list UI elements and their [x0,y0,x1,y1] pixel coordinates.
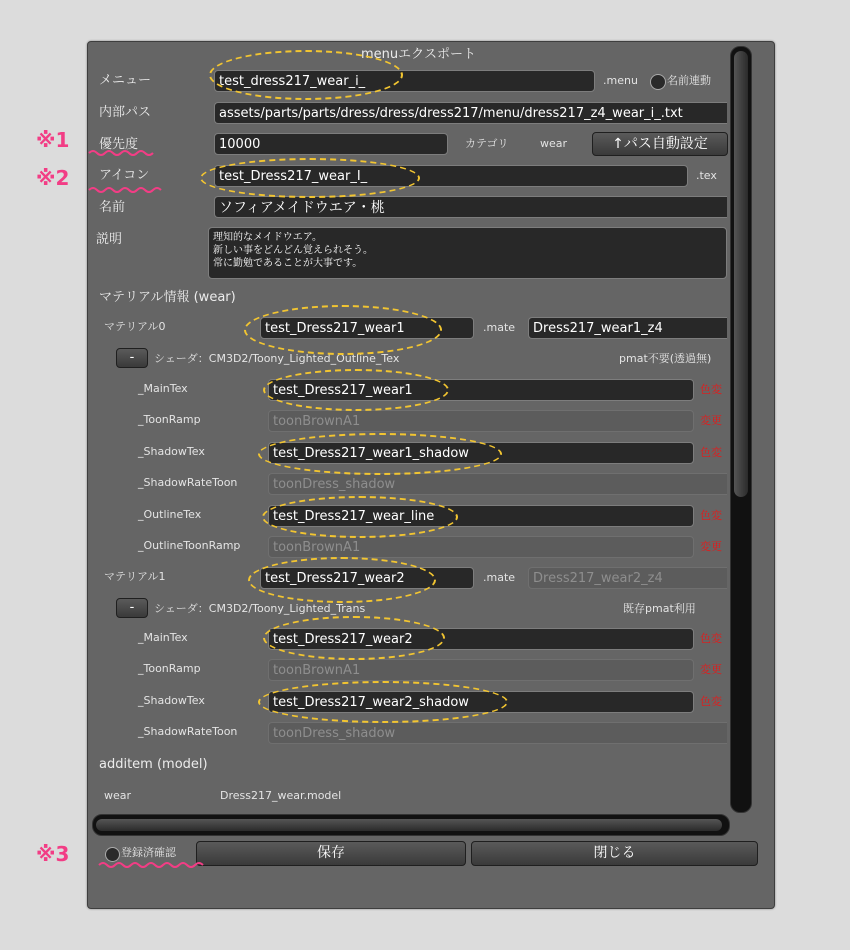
name-link-label: 名前連動 [667,74,711,87]
additem-heading: additem (model) [99,757,208,772]
material0-prop-label: _MainTex [138,382,188,395]
material1-shadowtex-input[interactable]: test_Dress217_wear2_shadow [268,691,694,713]
description-label: 説明 [96,232,123,247]
vertical-scrollbar[interactable] [730,46,752,813]
additem-slot: wear [104,789,132,802]
internal-path-label: 内部パス [99,105,152,120]
icon-texture-input[interactable]: test_Dress217_wear_I_ [214,165,688,187]
material0-maintex-input[interactable]: test_Dress217_wear1 [268,379,694,401]
material0-prop-label: _ShadowRateToon [138,476,238,489]
material0-shader: シェーダ：CM3D2/Toony_Lighted_Outline_Tex [154,352,400,365]
name-label: 名前 [99,200,126,215]
material1-maintex-action[interactable]: 色変 [700,632,722,645]
material1-toonramp-input[interactable]: toonBrownA1 [268,659,694,681]
icon-suffix: .tex [696,169,717,182]
material0-outlinetoonramp-action[interactable]: 変更 [700,540,722,553]
material0-outlinetex-action[interactable]: 色変 [700,509,722,522]
priority-label: 優先度 [99,137,139,152]
material0-mate-suffix: .mate [483,321,516,334]
material0-name-input[interactable]: test_Dress217_wear1 [260,317,474,339]
material0-outlinetex-input[interactable]: test_Dress217_wear_line [268,505,694,527]
vertical-scrollbar-thumb[interactable] [734,51,748,497]
material1-mate-suffix: .mate [483,571,516,584]
category-label: カテゴリ [465,137,509,150]
material1-pmat-note: 既存pmat利用 [623,602,696,615]
material1-maintex-input[interactable]: test_Dress217_wear2 [268,628,694,650]
internal-path-input[interactable]: assets/parts/parts/dress/dress/dress217/menu/dress217_z4_wear_i_.txt [214,102,727,124]
material0-shader-toggle[interactable]: - [116,348,148,368]
annotation-mark-2: ※2 [36,166,70,190]
material1-shadowratetoon-input[interactable]: toonDress_shadow [268,722,727,744]
material1-prop-label: _ToonRamp [138,662,201,675]
material0-shadowtex-action[interactable]: 色変 [700,446,722,459]
name-link-toggle[interactable] [650,74,666,90]
material1-shadowtex-action[interactable]: 色変 [700,695,722,708]
material-info-heading: マテリアル情報 (wear) [99,290,236,305]
material0-prop-label: _OutlineToonRamp [138,539,241,552]
material0-mate-input[interactable]: Dress217_wear1_z4 [528,317,727,339]
material1-toonramp-action[interactable]: 変更 [700,663,722,676]
description-textarea[interactable]: 理知的なメイドウエア。 新しい事をどんどん覚えられそう。 常に勤勉であることが大事です。 [208,227,727,279]
material1-shader-toggle[interactable]: - [116,598,148,618]
icon-label: アイコン [99,168,150,183]
material0-prop-label: _ShadowTex [138,445,205,458]
material1-prop-label: _MainTex [138,631,188,644]
save-button[interactable]: 保存 [196,841,466,866]
close-button[interactable]: 閉じる [471,841,758,866]
material1-shader: シェーダ：CM3D2/Toony_Lighted_Trans [154,602,366,615]
menu-suffix: .menu [603,74,638,87]
menu-export-window [87,41,775,909]
priority-input[interactable]: 10000 [214,133,448,155]
name-input[interactable]: ソフィアメイドウエア・桃 [214,196,727,218]
horizontal-scrollbar[interactable] [92,814,730,836]
menu-label: メニュー [99,73,152,88]
material0-toonramp-action[interactable]: 変更 [700,414,722,427]
material1-label: マテリアル1 [104,570,166,583]
material0-prop-label: _OutlineTex [138,508,202,521]
material1-prop-label: _ShadowRateToon [138,725,238,738]
material0-pmat-note: pmat不要(透過無) [619,352,712,365]
category-value: wear [540,137,568,150]
registered-check-label: 登録済確認 [121,846,176,859]
material0-prop-label: _ToonRamp [138,413,201,426]
material0-shadowtex-input[interactable]: test_Dress217_wear1_shadow [268,442,694,464]
annotation-underline-registered-check [98,860,204,870]
material0-outlinetoonramp-input[interactable]: toonBrownA1 [268,536,694,558]
material0-maintex-action[interactable]: 色変 [700,383,722,396]
material0-shadowratetoon-input[interactable]: toonDress_shadow [268,473,727,495]
material0-label: マテリアル0 [104,320,166,333]
material0-toonramp-input[interactable]: toonBrownA1 [268,410,694,432]
annotation-underline-icon [88,185,166,195]
material1-prop-label: _ShadowTex [138,694,205,707]
material1-mate-input[interactable]: Dress217_wear2_z4 [528,567,727,589]
auto-path-button[interactable]: ↑パス自動設定 [592,132,728,156]
additem-model: Dress217_wear.model [220,789,342,802]
annotation-mark-1: ※1 [36,128,70,152]
material1-name-input[interactable]: test_Dress217_wear2 [260,567,474,589]
annotation-underline-priority [88,148,158,158]
window-title: menuエクスポート [361,47,477,62]
menu-filename-input[interactable]: test_dress217_wear_i_ [214,70,595,92]
horizontal-scrollbar-thumb[interactable] [96,819,722,831]
annotation-mark-3: ※3 [36,842,70,866]
